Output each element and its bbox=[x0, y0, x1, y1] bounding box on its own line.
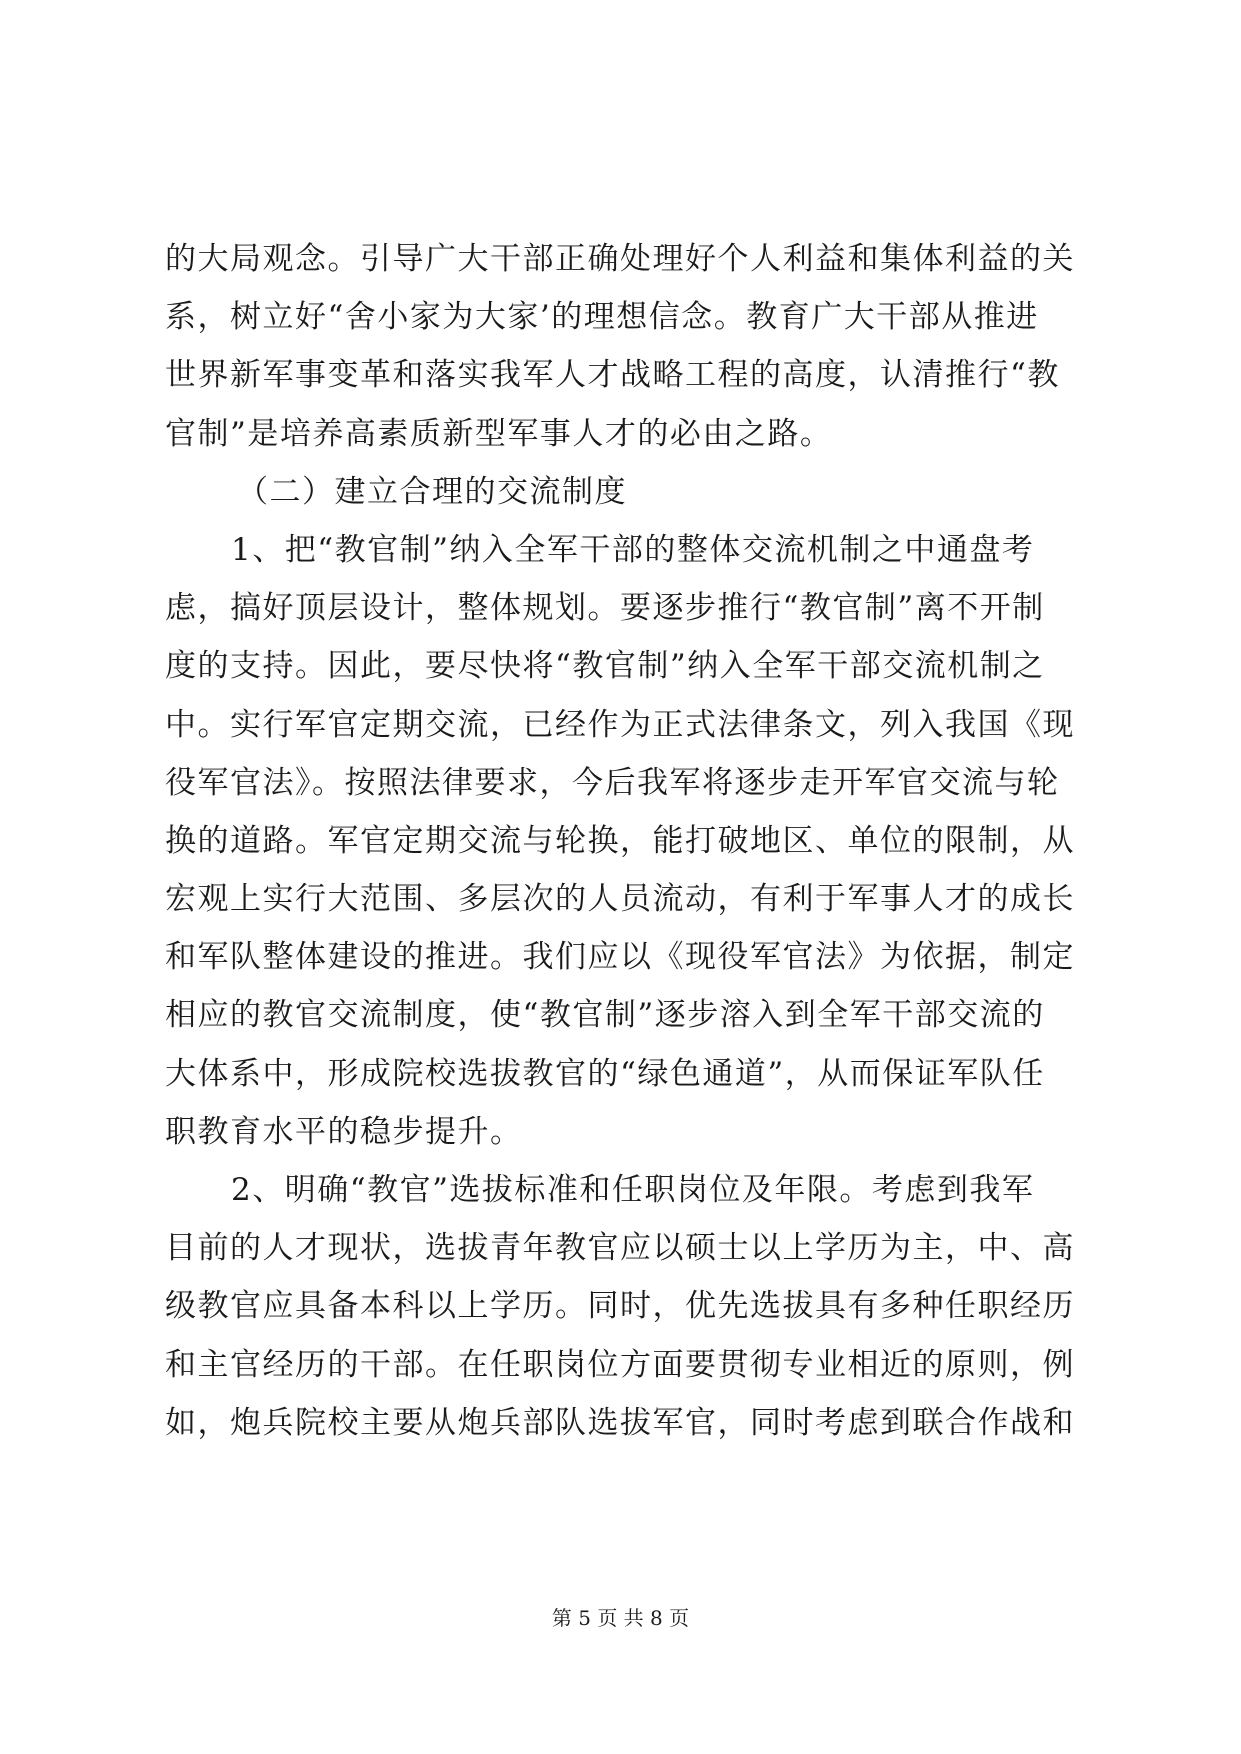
text-line: 虑，搞好顶层设计，整体规划。要逐步推行“教官制”离不开制 bbox=[165, 590, 1045, 627]
text-line: 官制”是培养高素质新型军事人才的必由之路。 bbox=[165, 415, 833, 452]
text-line: 的大局观念。引导广大干部正确处理好个人利益和集体利益的关 bbox=[165, 241, 1075, 277]
text-line: 1、把“教官制”纳入全军干部的整体交流机制之中通盘考 bbox=[231, 531, 1035, 568]
text-line: 换的道路。军官定期交流与轮换，能打破地区、单位的限制，从 bbox=[165, 822, 1075, 859]
text-line: 中。实行军官定期交流，已经作为正式法律条文，列入我国《现 bbox=[165, 706, 1075, 743]
body-text bbox=[165, 230, 1080, 1452]
text-line: 和主官经历的干部。在任职岗位方面要贯彻专业相近的原则，例 bbox=[165, 1346, 1075, 1383]
section-heading: （二）建立合理的交流制度 bbox=[237, 473, 627, 510]
text-line: 相应的教官交流制度，使“教官制”逐步溶入到全军干部交流的 bbox=[165, 997, 1045, 1034]
text-line: 职教育水平的稳步提升。 bbox=[165, 1113, 523, 1150]
page-number-footer: 第 5 页 共 8 页 bbox=[551, 1606, 690, 1630]
text-line: 役军官法》。按照法律要求，今后我军将逐步走开军官交流与轮 bbox=[165, 764, 1060, 801]
text-line: 和军队整体建设的推进。我们应以《现役军官法》为依据，制定 bbox=[165, 939, 1075, 976]
text-line: 2、明确“教官”选拔标准和任职岗位及年限。考虑到我军 bbox=[231, 1172, 1035, 1208]
text-line: 目前的人才现状，选拔青年教官应以硕士以上学历为主，中、高 bbox=[165, 1230, 1075, 1267]
text-line: 如，炮兵院校主要从炮兵部队选拔军官，同时考虑到联合作战和 bbox=[165, 1404, 1075, 1441]
text-line: 宏观上实行大范围、多层次的人员流动，有利于军事人才的成长 bbox=[165, 881, 1075, 918]
text-line: 级教官应具备本科以上学历。同时，优先选拔具有多种任职经历 bbox=[165, 1288, 1075, 1325]
text-line: 世界新军事变革和落实我军人才战略工程的高度，认清推行“教 bbox=[165, 357, 1060, 394]
text-line: 大体系中，形成院校选拔教官的“绿色通道”，从而保证军队任 bbox=[165, 1055, 1045, 1092]
text-line: 度的支持。因此，要尽快将“教官制”纳入全军干部交流机制之 bbox=[165, 648, 1045, 685]
text-line: 系，树立好“舍小家为大家’的理想信念。教育广大干部从推进 bbox=[165, 299, 1039, 336]
